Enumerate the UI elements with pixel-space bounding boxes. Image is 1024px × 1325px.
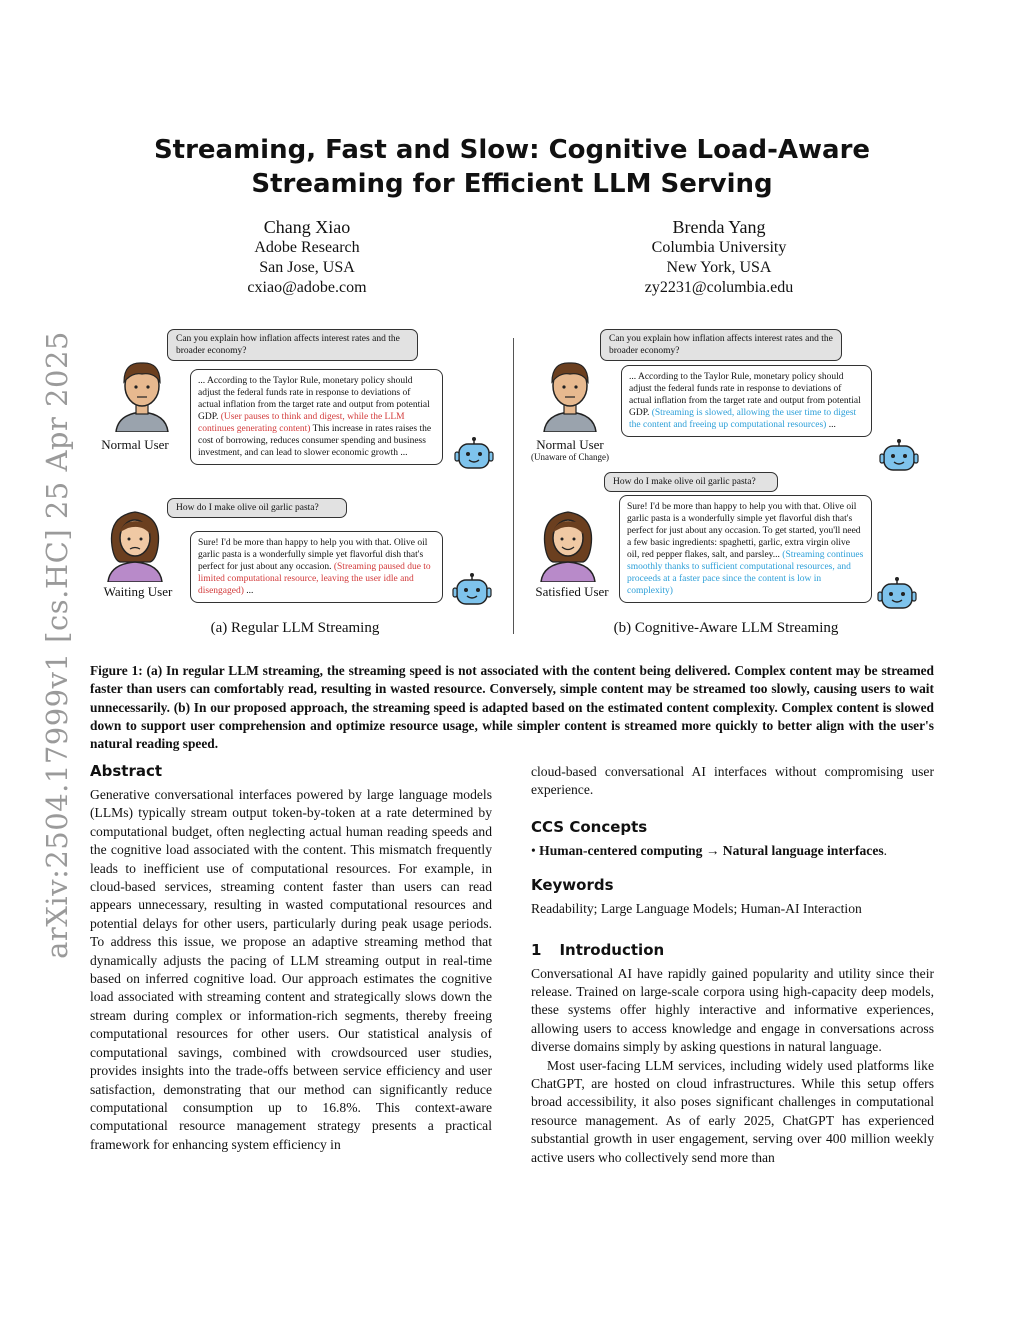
section-heading: Keywords <box>531 876 614 895</box>
author-block-2 <box>589 216 849 298</box>
author-email: cxiao@adobe.com <box>247 279 367 296</box>
streaming-note: (Streaming paused due to limited computational resource, leaving the user idle and disengaged) <box>198 562 431 596</box>
question-bubble-inflation: Can you explain how inflation affects interest rates and the broader economy? <box>600 329 842 361</box>
question-bubble-pasta: How do I make olive oil garlic pasta? <box>604 472 778 492</box>
figure-divider <box>513 338 514 634</box>
author-affiliation: Columbia University <box>651 239 787 256</box>
author-name: Brenda Yang <box>672 217 766 237</box>
answer-bubble-inflation: ... According to the Taylor Rule, monetary policy should adjust the federal funds rate in response to deviations of actual inflation from the target rate and output from potential GDP. (User pauses to think and digest, while the LLM continues generating content) This increase in rates raises the cost of borrowing, reduces consumer spending and business investment, and can lead to slower economic growth ... <box>190 369 443 465</box>
abstract-text: Generative conversational interfaces powered by large language models (LLMs) typically stream output token-by-token at a rate determined by computational budget, often neglecting actual human reading speeds and the cognitive load associated with the content. This mismatch frequently leads to inefficient use of computational resources. For example, in cloud-based services, streaming content faster than users can read appears unnecessary, resulting in wasted computational resources and potential delays for other users, particularly during peak usage periods. To address this issue, we propose an adaptive streaming method that dynamically adjusts the pacing of LLM streaming output in real-time based on inferred cognitive load. Our approach estimates the cognitive load associated with streaming content and strategically slows down the stream during complex or information-rich segments, thereby freeing computational resources for other users. Our statistical analysis of computational savings, combined with crowdsourced user studies, provides insights into the trade-offs between service efficiency and user satisfaction, demonstrating that our method can significantly reduce computational consumption up to 16.8%. This context-aware computational resource management strategy presents a practical framework for enhancing system efficiency in <box>90 787 492 1152</box>
question-bubble-inflation: Can you explain how inflation affects interest rates and the broader economy? <box>167 329 418 361</box>
intro-paragraph: Conversational AI have rapidly gained popularity and utility since their release. Trained on large-scale corpora using high-capacity deep models, these systems offer highly interactive and informative experiences, allowing users to access knowledge and engage in conversations across diverse domains simply by asking questions in natural language. <box>531 965 934 1055</box>
right-column <box>531 763 934 1167</box>
subcaption-a: (a) Regular LLM Streaming <box>210 620 380 636</box>
robot-icon <box>454 436 494 474</box>
male-user-avatar-icon <box>540 354 600 432</box>
section-heading: 1 Introduction <box>531 940 665 959</box>
section-heading: CCS Concepts <box>531 817 648 836</box>
ccs-concepts: • Human-centered computing → Natural language interfaces. <box>531 842 888 858</box>
author-affiliation: Adobe Research <box>254 239 360 256</box>
keywords: Readability; Large Language Models; Human-AI Interaction <box>531 901 862 917</box>
author-location: New York, USA <box>666 259 772 276</box>
female-user-avatar-icon <box>104 502 166 582</box>
answer-bubble-inflation: ... According to the Taylor Rule, monetary policy should adjust the federal funds rate in response to deviations of actual inflation from the target rate and output from potential GDP. (Streaming is slowed, allowing the user time to digest the content and freeing up computational resources) ... <box>621 365 872 437</box>
intro-paragraph: Most user-facing LLM services, including widely used platforms like ChatGPT, are hosted on cloud infrastructures. While this setup offers broad accessibility, it also poses significant challenges in computational resource management. As of early 2025, ChatGPT has experienced substantial growth in user engagement, serving over 400 million weekly active users who collectively send more than <box>531 1057 934 1165</box>
robot-icon <box>452 572 492 610</box>
streaming-note: (User pauses to think and digest, while the LLM continues generating content) <box>198 412 405 434</box>
question-bubble-pasta: How do I make olive oil garlic pasta? <box>167 498 347 518</box>
paper-title: Streaming, Fast and Slow: Cognitive Load-Aware Streaming for Efficient LLM Serving <box>153 135 871 199</box>
user-label-satisfied: Satisfied User <box>535 584 609 599</box>
user-label-waiting: Waiting User <box>103 584 173 599</box>
answer-bubble-pasta: Sure! I'd be more than happy to help you with that. Olive oil garlic pasta is a wonderfully simple yet flavorful dish that's perfect for just about any occasion. (Streaming paused due to limited computational resource, leaving the user idle and disengaged) ... <box>190 531 443 603</box>
user-label-normal: Normal User <box>536 437 604 452</box>
robot-icon <box>877 576 917 614</box>
section-heading: Abstract <box>90 762 163 780</box>
male-user-avatar-icon <box>112 354 172 432</box>
author-block-1 <box>177 216 437 298</box>
arxiv-side-label: arXiv:2504.17999v1 [cs.HC] 25 Apr 2025 <box>40 331 74 959</box>
user-sublabel: (Unaware of Change) <box>531 452 609 462</box>
user-label-normal: Normal User <box>101 437 169 452</box>
author-location: San Jose, USA <box>259 259 355 276</box>
author-email: zy2231@columbia.edu <box>644 279 794 296</box>
streaming-note: (Streaming is slowed, allowing the user time to digest the content and freeing up computational resources) <box>629 408 857 430</box>
robot-icon <box>879 438 919 476</box>
figure-caption: Figure 1: (a) In regular LLM streaming, the streaming speed is not associated with the content being delivered. Complex content may be streamed faster than users can comfortably read, resulting in wasted resource. Conversely, simple content may be streamed too slowly, causing users to wait unnecessarily. (b) In our proposed approach, the streaming speed is adapted based on the estimated content complexity. Complex content is slowed down to support user comprehension and optimize resource usage, while simpler content is streamed more quickly to better align with the user's natural reading speed. <box>90 663 934 752</box>
female-user-avatar-icon <box>537 502 599 582</box>
author-name: Chang Xiao <box>263 217 351 237</box>
answer-bubble-pasta: Sure! I'd be more than happy to help you with that. Olive oil garlic pasta is a wonderfully simple yet flavorful dish that's perfect for just about any occasion. To get started, you'll need a few basic ingredients: spaghetti, garlic, extra virgin olive oil, red pepper flakes, salt, and parsley... (Streaming continues smoothly thanks to sufficient computational resources, and proceeds at a faster pace since the content is low in complexity) <box>619 495 872 603</box>
abstract-section <box>90 762 492 1154</box>
streaming-note: (Streaming continues smoothly thanks to sufficient computational resources, and proceeds at a faster pace since the content is low in complexity) <box>627 550 864 596</box>
subcaption-b: (b) Cognitive-Aware LLM Streaming <box>613 620 839 636</box>
abstract-continuation: cloud-based conversational AI interfaces without compromising user experience. <box>531 764 934 798</box>
